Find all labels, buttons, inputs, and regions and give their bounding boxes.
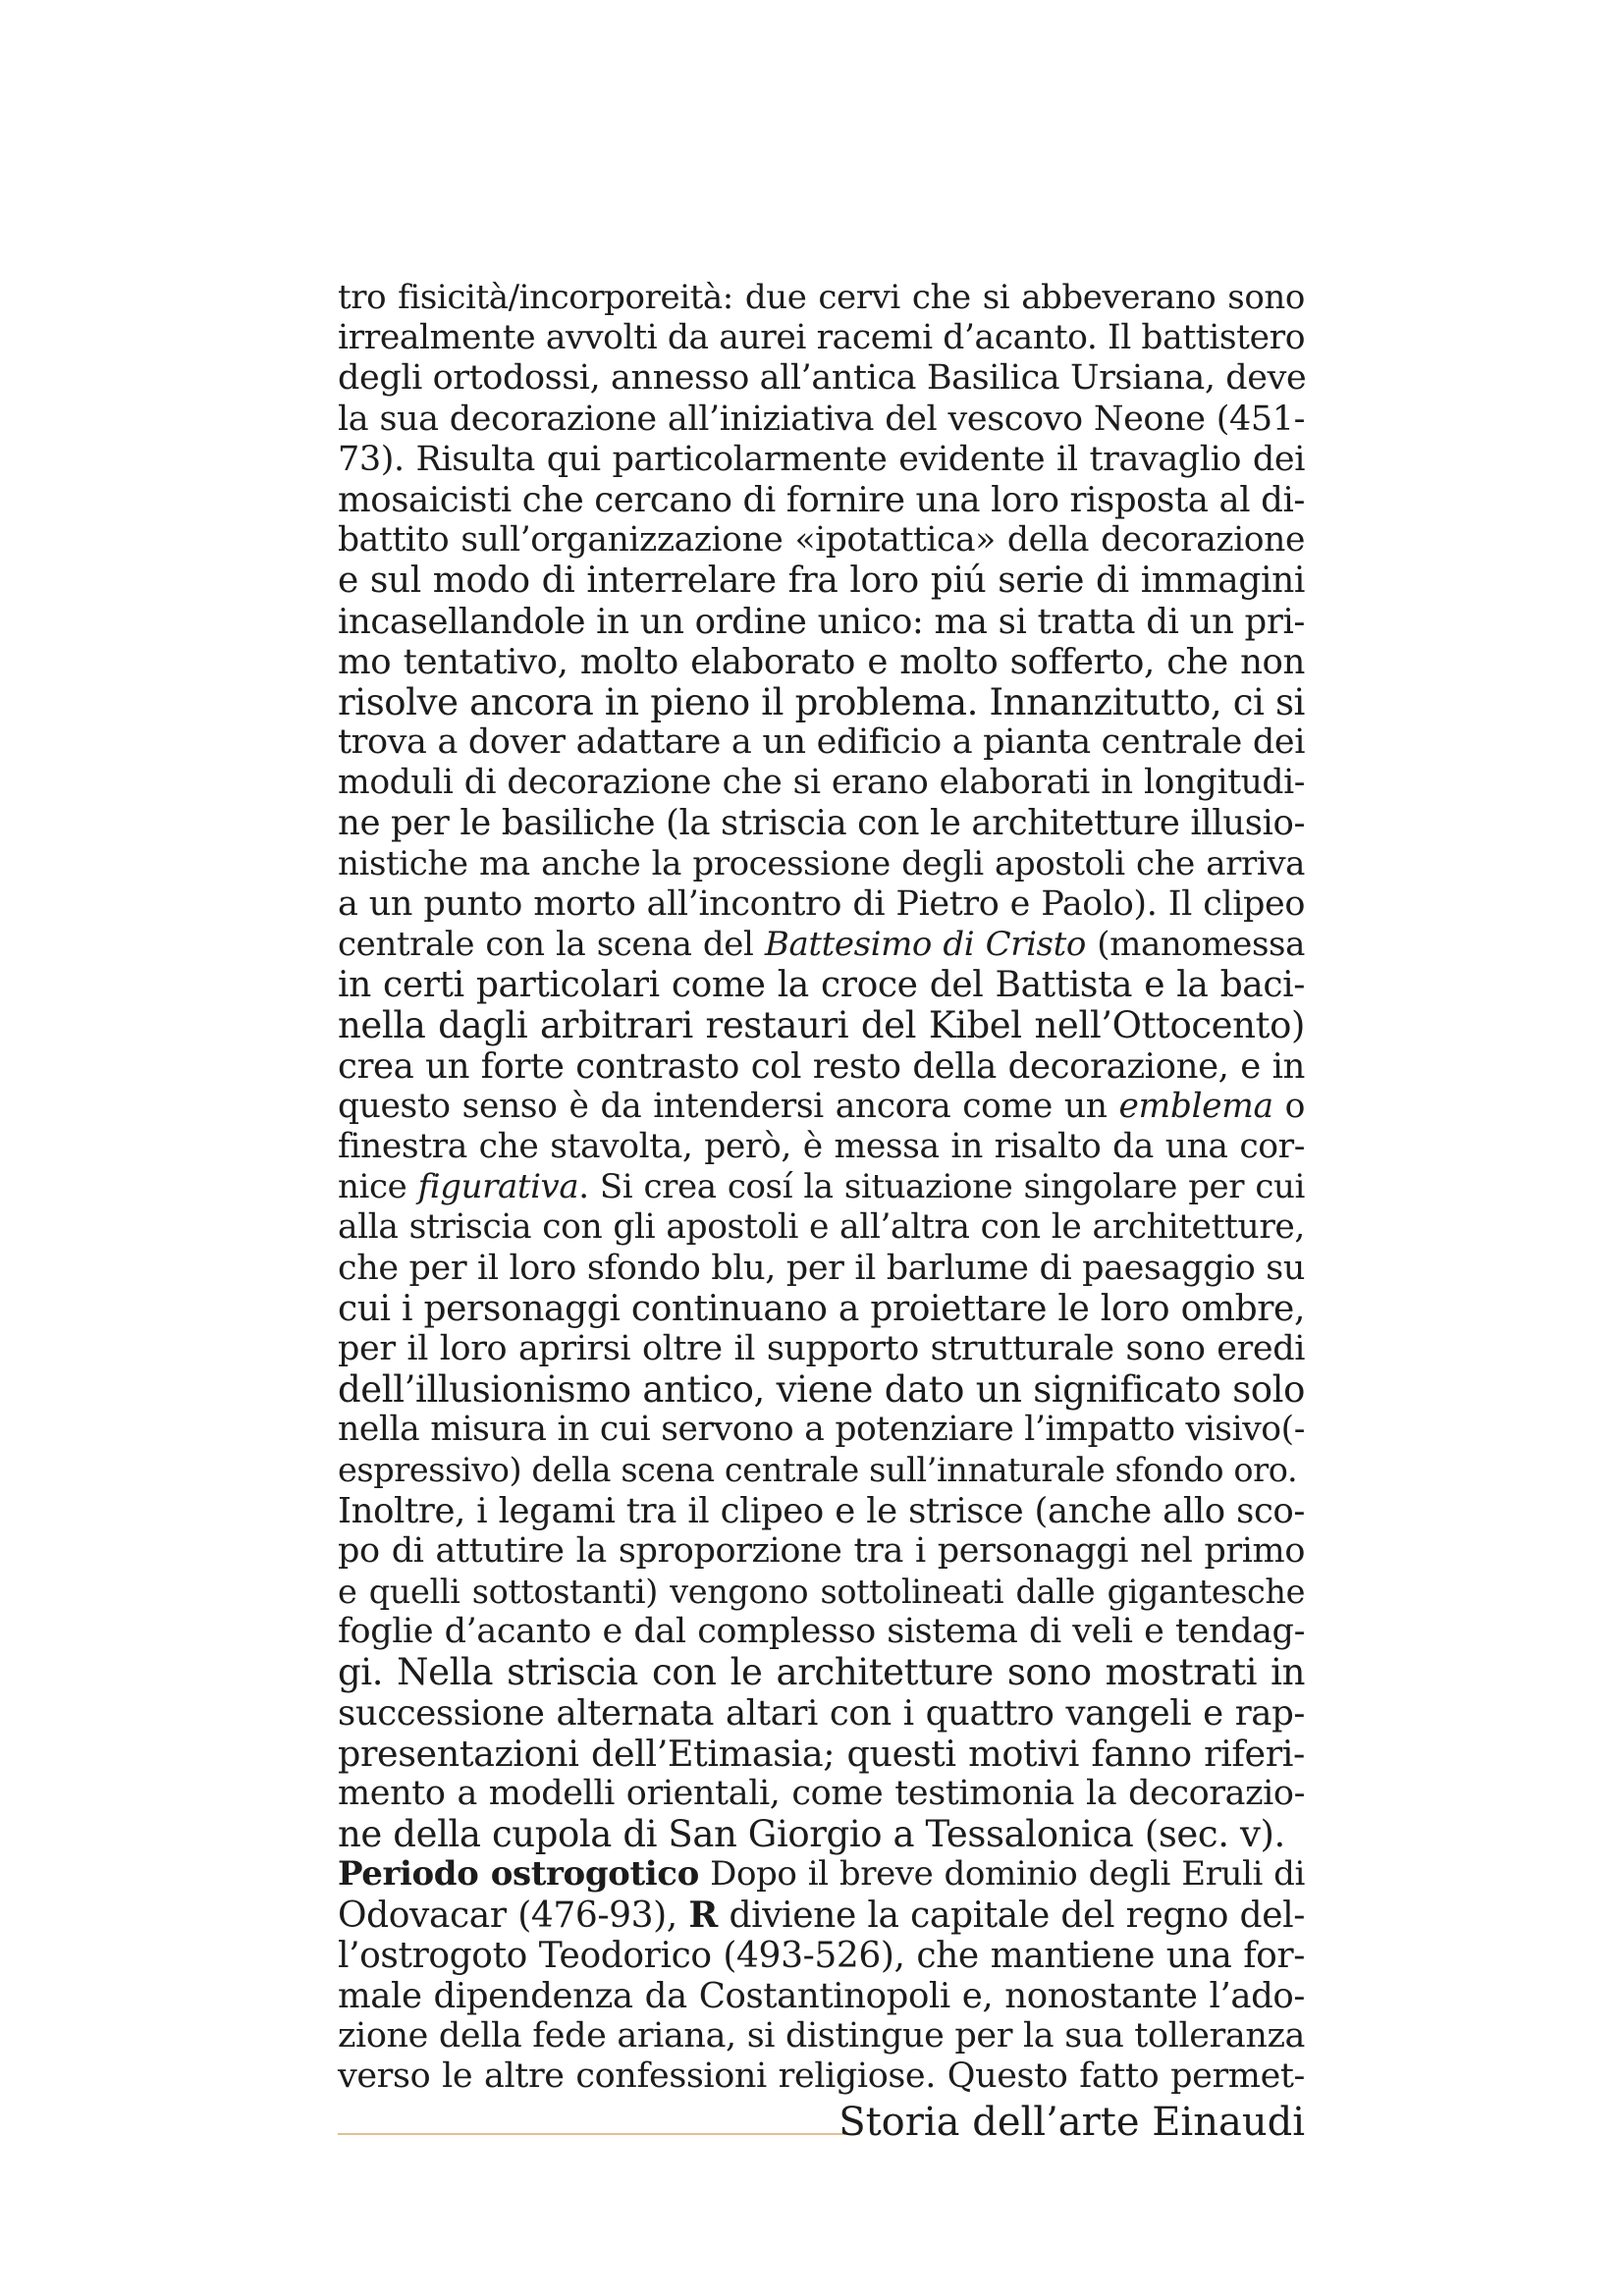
text-line — [338, 1652, 1305, 1692]
text-line — [338, 602, 1305, 642]
text-run: finestra che stavolta, però, è messa in risalto da una cor- — [338, 1126, 1305, 1166]
text-run: mo tentativo, molto elaborato e molto sofferto, che non — [338, 641, 1305, 682]
text-run: (manomessa — [1085, 925, 1305, 964]
text-run: e sul modo di interrelare fra loro piú serie di immagini — [338, 561, 1305, 602]
text-run: mosaicisti che cercano di fornire una loro risposta al di- — [338, 479, 1305, 520]
text-line — [338, 1693, 1305, 1734]
text-run: cui i personaggi continuano a proiettare le loro ombre, — [338, 1288, 1305, 1329]
text-run: nella dagli arbitrari restauri del Kibel nell’Ottocento) — [338, 1004, 1305, 1047]
text-line — [338, 1450, 1305, 1490]
text-line — [338, 1369, 1305, 1410]
text-line — [338, 925, 1305, 965]
text-line — [338, 1734, 1305, 1774]
text-line — [338, 1005, 1305, 1045]
text-run: centrale con la scena del — [338, 925, 765, 964]
text-line — [338, 1531, 1305, 1572]
text-line — [338, 440, 1305, 480]
text-run: dell’illusionismo antico, viene dato un significato solo — [338, 1368, 1305, 1412]
text-run: degli ortodossi, annesso all’antica Basilica Ursiana, deve — [338, 358, 1307, 399]
text-run: alla striscia con gli apostoli e all’altra con le architetture, — [338, 1207, 1305, 1248]
text-line — [338, 1249, 1305, 1289]
text-line — [338, 318, 1305, 358]
text-run: 73). Risulta qui particolarmente evidente il travaglio dei — [338, 439, 1305, 479]
text-run: trova a dover adattare a un edificio a pianta centrale dei — [338, 722, 1305, 763]
text-run: Odovacar (476-93), — [338, 1895, 689, 1936]
text-run: gi. Nella striscia con le architetture sono mostrati in — [338, 1651, 1305, 1694]
text-line — [338, 1127, 1305, 1167]
text-line — [338, 2016, 1305, 2056]
text-run: incasellandole in un ordine unico: ma si tratta di un pri- — [338, 601, 1305, 642]
text-run: diviene la capitale del regno del- — [717, 1895, 1305, 1936]
bold-text: Periodo ostrogotico — [338, 1854, 699, 1895]
text-run: po di attutire la sproporzione tra i personaggi nel primo — [338, 1530, 1305, 1571]
text-run: Inoltre, i legami tra il clipeo e le strisce (anche allo sco- — [338, 1490, 1305, 1531]
bold-text: R — [688, 1894, 718, 1936]
text-run: mento a modelli orientali, come testimonia la decorazio- — [338, 1773, 1305, 1813]
text-line — [338, 2056, 1305, 2097]
text-line — [338, 520, 1305, 561]
text-run: irrealmente avvolti da aurei racemi d’acanto. Il battistero — [338, 318, 1306, 358]
text-line — [338, 1854, 1305, 1895]
text-line — [338, 965, 1305, 1005]
text-line — [338, 278, 1305, 318]
text-run: verso le altre confessioni religiose. Questo fatto permet- — [338, 2056, 1305, 2097]
text-line — [338, 1936, 1305, 1976]
text-run: Dopo il breve dominio degli Eruli di — [698, 1854, 1305, 1895]
text-line — [338, 642, 1305, 682]
text-line — [338, 1896, 1305, 1936]
text-run: o — [1272, 1086, 1306, 1126]
text-run: successione alternata altari con i quattro vangeli e rap- — [338, 1692, 1305, 1734]
text-run: risolve ancora in pieno il problema. Innanzitutto, ci si — [338, 680, 1305, 723]
text-line — [338, 682, 1305, 722]
text-run: espressivo) della scena centrale sull’innaturale sfondo oro. — [338, 1451, 1298, 1490]
text-line — [338, 1046, 1305, 1087]
text-run: presentazioni dell’Etimasia; questi motivi fanno riferi- — [338, 1732, 1305, 1775]
text-line — [338, 844, 1305, 884]
text-line — [338, 480, 1305, 520]
text-line — [338, 763, 1305, 803]
italic-text: figurativa — [417, 1167, 579, 1207]
text-line — [338, 884, 1305, 925]
text-line — [338, 1207, 1305, 1248]
text-line — [338, 1167, 1305, 1207]
text-run: per il loro aprirsi oltre il supporto strutturale sono eredi — [338, 1328, 1305, 1368]
page-footer — [338, 2096, 1305, 2155]
text-run: questo senso è da intendersi ancora come un — [338, 1086, 1119, 1126]
text-line — [338, 1976, 1305, 2016]
text-run: nella misura in cui servono a potenziare l’impatto visivo(- — [338, 1410, 1305, 1450]
text-run: ne della cupola di San Giorgio a Tessalonica (sec. v). — [338, 1813, 1285, 1856]
text-line — [338, 1774, 1305, 1814]
text-run: che per il loro sfondo blu, per il barlume di paesaggio su — [338, 1248, 1305, 1288]
text-line — [338, 1289, 1305, 1329]
text-line — [338, 722, 1305, 763]
text-run: e quelli sottostanti) vengono sottolineati dalle gigantesche — [338, 1573, 1305, 1611]
text-run: ne per le basiliche (la striscia con le architetture illusio- — [338, 803, 1306, 844]
footer-title: Storia dell’arte Einaudi — [839, 2100, 1305, 2145]
text-line — [338, 1491, 1305, 1531]
text-run: la sua decorazione all’iniziativa del vescovo Neone (451- — [338, 399, 1305, 439]
text-run: crea un forte contrasto col resto della decorazione, e in — [338, 1045, 1305, 1087]
text-line — [338, 358, 1305, 399]
text-line — [338, 1814, 1305, 1854]
text-line — [338, 803, 1305, 843]
text-run: nistiche ma anche la processione degli apostoli che arriva — [338, 843, 1305, 883]
text-run: in certi particolari come la croce del Battista e la baci- — [338, 965, 1305, 1006]
text-line — [338, 1612, 1305, 1652]
text-run: male dipendenza da Costantinopoli e, nonostante l’ado- — [338, 1975, 1305, 2016]
body-text — [338, 278, 1305, 2097]
text-run: . Si crea cosí la situazione singolare per cui — [578, 1167, 1305, 1207]
text-run: tro fisicità/incorporeità: due cervi che si abbeverano sono — [338, 278, 1305, 317]
text-run: l’ostrogoto Teodorico (493-526), che mantiene una for- — [338, 1935, 1305, 1976]
italic-text: Battesimo di Cristo — [764, 925, 1086, 964]
text-run: a un punto morto all’incontro di Pietro e Paolo). Il clipeo — [338, 883, 1305, 924]
text-line — [338, 1329, 1305, 1369]
text-line — [338, 1410, 1305, 1450]
text-line — [338, 400, 1305, 440]
text-run: foglie d’acanto e dal complesso sistema di veli e tendag- — [338, 1612, 1305, 1652]
text-run: battito sull’organizzazione «ipotattica» della decorazione — [338, 520, 1305, 561]
italic-text: emblema — [1118, 1086, 1273, 1126]
text-line — [338, 1087, 1305, 1127]
text-line — [338, 1572, 1305, 1612]
text-run: moduli di decorazione che si erano elaborati in longitudi- — [338, 763, 1305, 803]
text-run: zione della fede ariana, si distingue per la sua tolleranza — [338, 2016, 1305, 2056]
footer-rule — [338, 2133, 860, 2135]
text-line — [338, 561, 1305, 601]
text-run: nice — [338, 1167, 418, 1207]
